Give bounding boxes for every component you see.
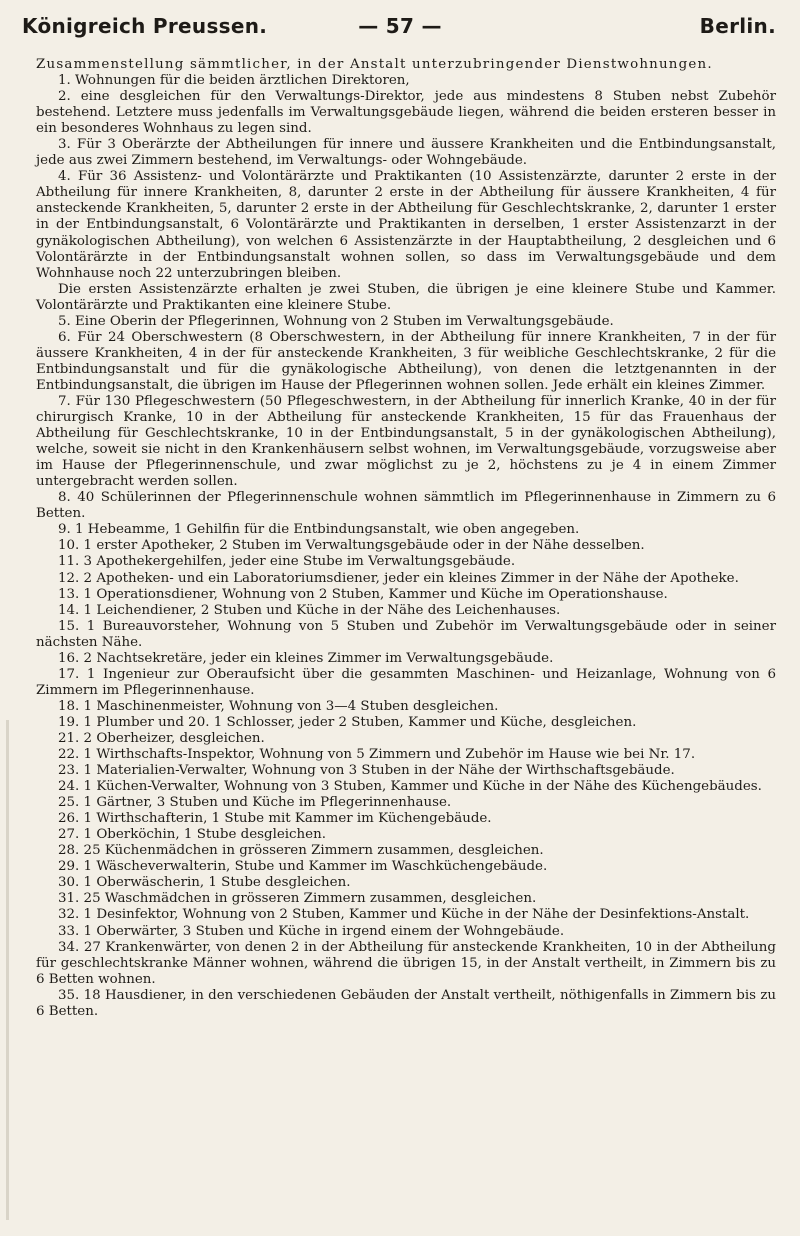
- list-item: 8. 40 Schülerinnen der Pflegerinnenschule wohnen sämmtlich im Pflegerinnenhause in Zimmern zu 6 Betten.: [36, 490, 776, 522]
- running-head-right: Berlin.: [699, 14, 776, 38]
- list-item: 2. eine desgleichen für den Verwaltungs-Direktor, jede aus mindestens 8 Stuben nebst Zubehör bestehend. Letztere muss jedenfalls im Verwaltungsgebäude liegen, während die beiden ersteren besser in ein besonderes Wohnhaus zu legen sind.: [36, 89, 776, 137]
- list-item: 24. 1 Küchen-Verwalter, Wohnung von 3 Stuben, Kammer und Küche in der Nähe des Küchengebäudes.: [58, 779, 762, 795]
- list-item: 30. 1 Oberwäscherin, 1 Stube desgleichen.: [58, 875, 351, 891]
- list-item: 5. Eine Oberin der Pflegerinnen, Wohnung von 2 Stuben im Verwaltungsgebäude.: [58, 313, 614, 329]
- list-item: 26. 1 Wirthschafterin, 1 Stube mit Kammer im Küchengebäude.: [58, 811, 492, 827]
- list-item: 4. Für 36 Assistenz- und Volontärärzte und Praktikanten (10 Assistenzärzte, darunter 2 erste in der Abtheilung für innere Krankheiten, 8, darunter 2 erste in der Abtheilung für äussere Krankheiten, 4 für ansteckende Krankheiten, 5, darunter 2 erste in der Abtheilung für Geschlechtskranke, 2, darunter 1 erster in der Entbindungsanstalt, 6 Volontärärzte und Praktikanten in derselben, 1 erster Assistenzarzt in der gynäkologischen Abtheilung), von welchen 6 Assistenzärzte in der Hauptabtheilung, 2 desgleichen und 6 Volontärärzte in der Entbindungsanstalt wohnen sollen, so dass im Verwaltungsgebäude und dem Wohnhause noch 22 unterzubringen bleiben.: [36, 169, 776, 281]
- list-item: 13. 1 Operationsdiener, Wohnung von 2 Stuben, Kammer und Küche im Operationshause.: [58, 586, 668, 602]
- running-head-left: Königreich Preussen.: [22, 14, 268, 38]
- list-item: 7. Für 130 Pflegeschwestern (50 Pflegeschwestern, in der Abtheilung für innerlich Kranke, 40 in der für chirurgisch Kranke, 10 in der Abtheilung für ansteckende Krankheiten, 15 für das Frauenhaus der Abtheilung für Geschlechtskranke, 10 in der Entbindungsanstalt, 5 in der gynäkologischen Abtheilung), welche, soweit sie nicht in den Krankenhäusern selbst wohnen, im Verwaltungsgebäude, vorzugsweise aber im Hause der Pflegerinnenschule, und zwar möglichst zu je 2, höchstens zu je 4 in einem Zimmer untergebracht werden sollen.: [36, 393, 776, 490]
- list-item: 9. 1 Hebeamme, 1 Gehilfin für die Entbindungsanstalt, wie oben angegeben.: [58, 522, 580, 538]
- list-item: 22. 1 Wirthschafts-Inspektor, Wohnung von 5 Zimmern und Zubehör im Hause wie bei Nr. 17.: [58, 747, 696, 763]
- list-item: 14. 1 Leichendiener, 2 Stuben und Küche in der Nähe des Leichenhauses.: [58, 602, 561, 618]
- list-item: 33. 1 Oberwärter, 3 Stuben und Küche in irgend einem der Wohngebäude.: [58, 923, 565, 939]
- list-item: 23. 1 Materialien-Verwalter, Wohnung von 3 Stuben in der Nähe der Wirthschaftsgebäude.: [58, 763, 675, 779]
- list-item: Die ersten Assistenzärzte erhalten je zwei Stuben, die übrigen je eine kleinere Stube und Kammer. Volontärärzte und Praktikanten eine kleinere Stube.: [36, 281, 776, 313]
- list-item: 15. 1 Bureauvorsteher, Wohnung von 5 Stuben und Zubehör im Verwaltungsgebäude oder in seiner nächsten Nähe.: [36, 618, 776, 650]
- list-item: 1. Wohnungen für die beiden ärztlichen Direktoren,: [58, 73, 410, 89]
- page-number: — 57 —: [358, 14, 442, 38]
- list-item: 28. 25 Küchenmädchen in grösseren Zimmern zusammen, desgleichen.: [58, 843, 544, 859]
- list-item: 6. Für 24 Oberschwestern (8 Oberschwestern, in der Abtheilung für innere Krankheiten, 7 in der für äussere Krankheiten, 4 in der für ansteckende Krankheiten, 3 für weibliche Geschlechtskranke, 2 für die Entbindungsanstalt und für die gynäkologische Abtheilung), von denen die letztgenannten in der Entbindungsanstalt, die übrigen im Hause der Pflegerinnen wohnen sollen. Jede erhält ein kleines Zimmer.: [36, 329, 776, 393]
- page-header: [20, 14, 780, 50]
- list-item: 32. 1 Desinfektor, Wohnung von 2 Stuben, Kammer und Küche in der Nähe der Desinfektions-Anstalt.: [58, 907, 750, 923]
- list-item: 16. 2 Nachtsekretäre, jeder ein kleines Zimmer im Verwaltungsgebäude.: [58, 650, 554, 666]
- intro-heading: Zusammenstellung sämmtlicher, in der Anstalt unterzubringender Dienstwohnungen.: [36, 57, 713, 72]
- list-item: 3. Für 3 Oberärzte der Abtheilungen für innere und äussere Krankheiten und die Entbindungsanstalt, jede aus zwei Zimmern bestehend, im Verwaltungs- oder Wohngebäude.: [36, 137, 776, 169]
- list-item: 17. 1 Ingenieur zur Oberaufsicht über die gesammten Maschinen- und Heizanlage, Wohnung von 6 Zimmern im Pflegerinnenhause.: [36, 666, 776, 698]
- list-item: 31. 25 Waschmädchen in grösseren Zimmern zusammen, desgleichen.: [58, 891, 537, 907]
- page-edge-shadow: [6, 720, 9, 1220]
- list-item: 27. 1 Oberköchin, 1 Stube desgleichen.: [58, 827, 326, 843]
- list-item: 19. 1 Plumber und 20. 1 Schlosser, jeder 2 Stuben, Kammer und Küche, desgleichen.: [58, 714, 637, 730]
- list-item: 21. 2 Oberheizer, desgleichen.: [58, 730, 265, 746]
- list-item: 18. 1 Maschinenmeister, Wohnung von 3—4 Stuben desgleichen.: [58, 698, 499, 714]
- list-item: 25. 1 Gärtner, 3 Stuben und Küche im Pflegerinnenhause.: [58, 795, 452, 811]
- list-item: 29. 1 Wäscheverwalterin, Stube und Kammer im Waschküchengebäude.: [58, 859, 548, 875]
- list-item: 35. 18 Hausdiener, in den verschiedenen Gebäuden der Anstalt vertheilt, nöthigenfalls in Zimmern bis zu 6 Betten.: [36, 987, 776, 1019]
- list-item: 10. 1 erster Apotheker, 2 Stuben im Verwaltungsgebäude oder in der Nähe desselben.: [58, 538, 645, 554]
- document-body: [36, 57, 776, 1020]
- list-item: 34. 27 Krankenwärter, von denen 2 in der Abtheilung für ansteckende Krankheiten, 10 in der Abtheilung für geschlechtskranke Männer wohnen, während die übrigen 15, in der Anstalt vertheilt, in Zimmern bis zu 6 Betten wohnen.: [36, 939, 776, 987]
- list-item: 11. 3 Apothekergehilfen, jeder eine Stube im Verwaltungsgebäude.: [58, 554, 516, 570]
- list-item: 12. 2 Apotheken- und ein Laboratoriumsdiener, jeder ein kleines Zimmer in der Nähe der Apotheke.: [58, 570, 739, 586]
